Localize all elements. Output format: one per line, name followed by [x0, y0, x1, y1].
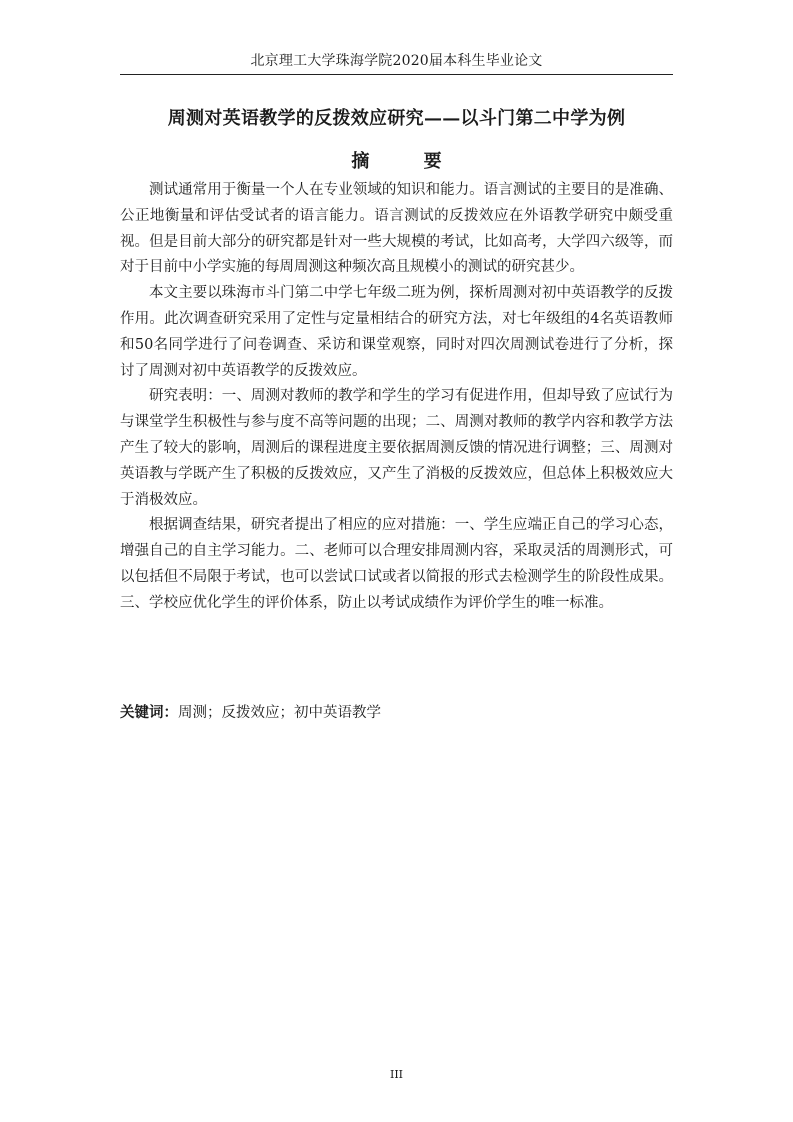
- abstract-heading: 摘 要: [351, 151, 466, 172]
- page-number: III: [389, 1068, 404, 1081]
- abstract-paragraph: 研究表明：一、周测对教师的教学和学生的学习有促进作用，但却导致了应试行为与课堂学生积极性与参与度不高等问题的出现；二、周测对教师的教学内容和教学方法产生了较大的影响，周测后的课程进度主要依据周测反馈的情况进行调整；三、周测对英语教与学既产生了积极的反拨效应，又产生了消极的反拨效应，但总体上积极效应大于消极效应。: [120, 388, 673, 508]
- keywords-label: 关键词：: [120, 704, 178, 721]
- abstract-body: [120, 178, 673, 617]
- abstract-paragraph: 本文主要以珠海市斗门第二中学七年级二班为例，探析周测对初中英语教学的反拨作用。此次调查研究采用了定性与定量相结合的研究方法，对七年级组的4名英语教师和50名同学进行了问卷调查、采访和课堂观察，同时对四次周测试卷进行了分析，探讨了周测对初中英语教学的反拨效应。: [120, 285, 673, 379]
- keywords: [120, 702, 673, 724]
- abstract-paragraph: 根据调查结果，研究者提出了相应的应对措施：一、学生应端正自己的学习心态，增强自己的自主学习能力。二、老师可以合理安排周测内容，采取灵活的周测形式，可以包括但不局限于考试，也可以尝试口试或者以简报的形式去检测学生的阶段性成果。三、学校应优化学生的评价体系，防止以考试成绩作为评价学生的唯一标准。: [120, 517, 673, 611]
- abstract-paragraph: 测试通常用于衡量一个人在专业领域的知识和能力。语言测试的主要目的是准确、公正地衡量和评估受试者的语言能力。语言测试的反拨效应在外语教学研究中颇受重视。但是目前大部分的研究都是针对一些大规模的考试，比如高考，大学四六级等，而对于目前中小学实施的每周周测这种频次高且规模小的测试的研究甚少。: [120, 182, 673, 276]
- running-header: 北京理工大学珠海学院2020届本科生毕业论文: [250, 53, 543, 69]
- keywords-value: 周测；反拨效应；初中英语教学: [178, 705, 381, 721]
- header-rule: [120, 74, 673, 75]
- paper-title: 周测对英语教学的反拨效应研究——以斗门第二中学为例: [167, 108, 626, 129]
